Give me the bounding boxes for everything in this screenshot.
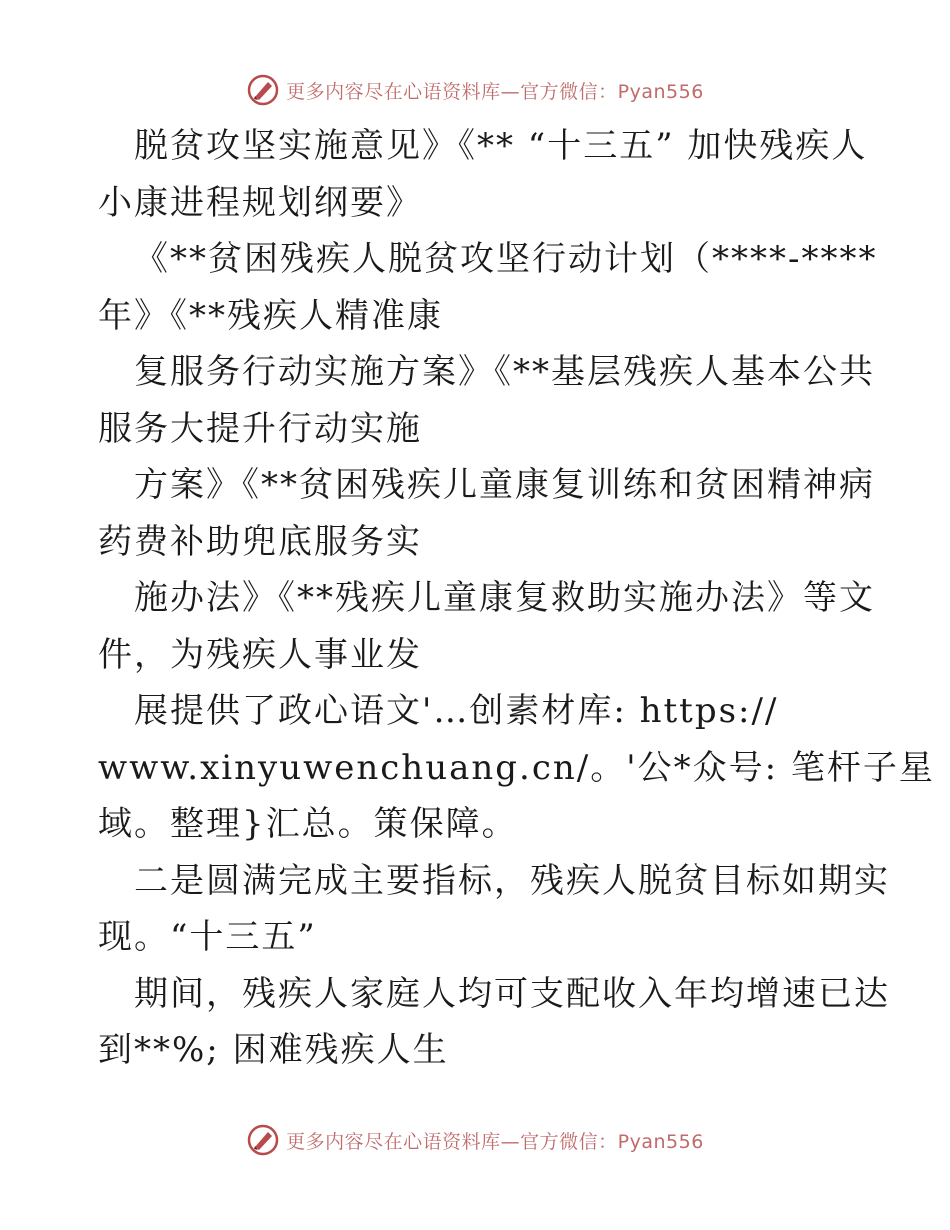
header-watermark xyxy=(0,70,950,110)
pen-logo-icon xyxy=(246,73,280,107)
text-line: 到**%; 困难残疾人生 xyxy=(98,1030,449,1070)
text-line: www.xinyuwenchuang.cn/。'公*众号: 笔杆子星 xyxy=(98,747,935,788)
text-line: 方案》《**贫困残疾儿童康复训练和贫困精神病 xyxy=(134,465,875,505)
footer-watermark-text: 更多内容尽在心语资料库—官方微信：Pyan556 xyxy=(286,1130,704,1153)
text-line: 《**贫困残疾人脱贫攻坚行动计划（****-**** xyxy=(134,239,878,279)
pen-logo-icon xyxy=(246,1123,280,1157)
text-line: 件，为残疾人事业发 xyxy=(98,634,422,675)
text-line: 展提供了政心语文'…创素材库: https:// xyxy=(134,691,779,731)
text-line: 期间，残疾人家庭人均可支配收入年均增速已达 xyxy=(134,973,890,1014)
text-line: 年》《**残疾人精准康 xyxy=(98,295,443,336)
text-line: 小康进程规划纲要》 xyxy=(98,182,422,223)
text-line: 现。“十三五” xyxy=(98,917,317,957)
text-line: 复服务行动实施方案》《**基层残疾人基本公共 xyxy=(134,352,875,392)
header-watermark-text: 更多内容尽在心语资料库—官方微信：Pyan556 xyxy=(286,80,704,103)
text-line: 二是圆满完成主要指标，残疾人脱贫目标如期实 xyxy=(134,860,890,901)
text-line: 服务大提升行动实施 xyxy=(98,408,422,449)
footer-watermark xyxy=(0,1120,950,1160)
text-line: 域。整理}汇总。策保障。 xyxy=(98,804,518,844)
text-line: 药费补助兜底服务实 xyxy=(98,521,422,562)
text-line: 施办法》《**残疾儿童康复救助实施办法》等文 xyxy=(134,578,875,618)
document-body xyxy=(98,118,935,1079)
text-line: 脱贫攻坚实施意见》《** “十三五” 加快残疾人 xyxy=(134,126,868,166)
